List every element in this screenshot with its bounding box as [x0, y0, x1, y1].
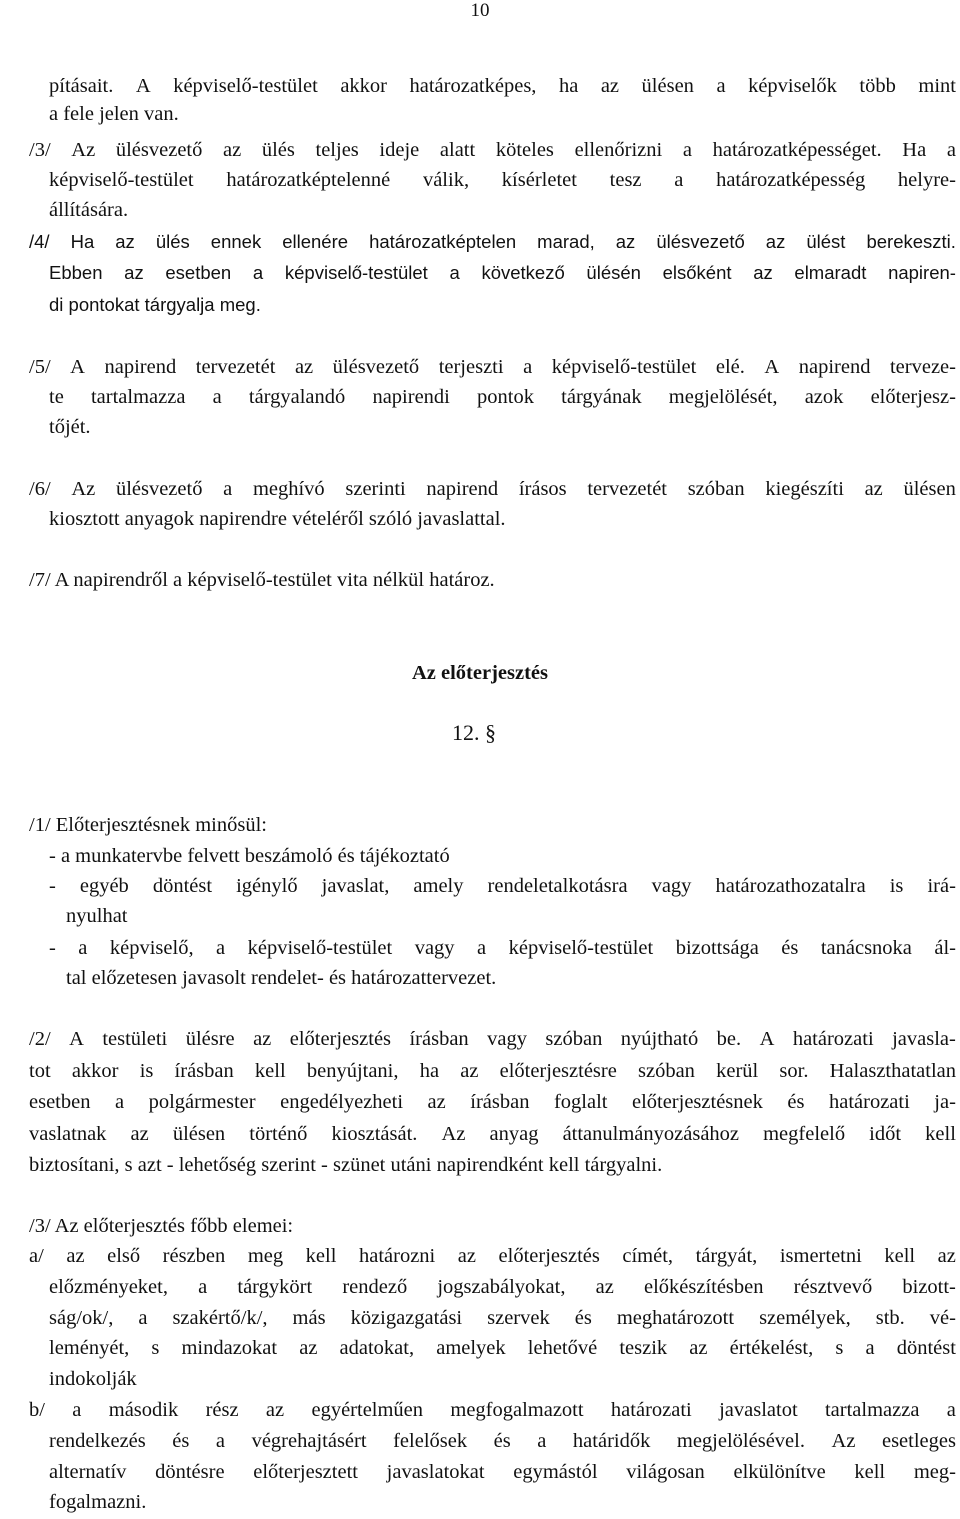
section-sign: §: [485, 720, 496, 745]
text-line: vaslatnak az ülésen történő kiosztását. Az anyag áttanulmányozásához megfelelő időt kell: [29, 1123, 956, 1145]
text-line: képviselő-testület határozatképtelenné válik, kísérletet tesz a határozatképesség helyre-: [49, 169, 956, 191]
page-number: 10: [470, 0, 490, 21]
list-item-continuation: fogalmazni.: [49, 1491, 147, 1513]
text-line: állítására.: [49, 199, 129, 221]
text-line: te tartalmazza a tárgyalandó napirendi pontok tárgyának megjelölését, azok előterjesz-: [49, 386, 956, 408]
text-line: esetben a polgármester engedélyezheti az írásban foglalt előterjesztésnek és határozati ja-: [29, 1091, 956, 1113]
list-item-continuation: nyulhat: [66, 905, 128, 927]
text-line: tőjét.: [49, 416, 91, 438]
list-item-continuation: leményét, s mindazokat az adatokat, amelyek lehetővé teszik az értékelést, s a döntést: [49, 1337, 956, 1359]
list-item-continuation: alternatív döntésre előterjesztett javaslatokat egymástól világosan elkülönítve kell meg-: [49, 1461, 956, 1483]
list-item: a/ az első részben meg kell határozni az előterjesztés címét, tárgyát, ismertetni kell az: [29, 1245, 956, 1267]
text-line: /5/ A napirend tervezetét az ülésvezető terjeszti a képviselő-testület elé. A napirend terveze-: [29, 356, 956, 378]
text-line: Ebben az esetben a képviselő-testület a következő ülésén elsőként az elmaradt napiren-: [49, 262, 956, 283]
list-item: - a munkatervbe felvett beszámoló és tájékoztató: [49, 845, 450, 867]
text-line: a fele jelen van.: [49, 103, 179, 125]
text-line: /2/ A testületi ülésre az előterjesztés írásban vagy szóban nyújtható be. A határozati javasla-: [29, 1028, 956, 1050]
text-line: /3/ Az előterjesztés főbb elemei:: [29, 1215, 294, 1237]
list-item: b/ a második rész az egyértelműen megfogalmazott határozati javaslatot tartalmazza a: [29, 1399, 956, 1421]
list-item: - a képviselő, a képviselő-testület vagy a képviselő-testület bizottsága és tanácsnoka ál-: [49, 937, 956, 959]
list-item: - egyéb döntést igénylő javaslat, amely rendeletalkotásra vagy határozathozatalra is irá-: [49, 875, 956, 897]
text-line: /7/ A napirendről a képviselő-testület vita nélkül határoz.: [29, 569, 495, 591]
text-line: di pontokat tárgyalja meg.: [49, 294, 261, 315]
list-item-continuation: ság/ok/, a szakértő/k/, más közigazgatási szervek és meghatározott személyek, stb. vé-: [49, 1307, 956, 1329]
text-line: pításait. A képviselő-testület akkor határozatképes, ha az ülésen a képviselők több mint: [49, 75, 956, 97]
text-line: /4/ Ha az ülés ennek ellenére határozatképtelen marad, az ülésvezető az ülést berekeszti.: [29, 231, 956, 252]
text-line: tot akkor is írásban kell benyújtani, ha az előterjesztésre szóban kerül sor. Halaszthatatlan: [29, 1060, 956, 1082]
text-line: /1/ Előterjesztésnek minősül:: [29, 814, 267, 836]
text-line: /3/ Az ülésvezető az ülés teljes ideje alatt köteles ellenőrizni a határozatképességet. Ha a: [29, 139, 956, 161]
text-line: kiosztott anyagok napirendre vételéről szóló javaslattal.: [49, 508, 506, 530]
text-line: /6/ Az ülésvezető a meghívó szerinti napirend írásos tervezetét szóban kiegészíti az ülésen: [29, 478, 956, 500]
section-heading: Az előterjesztés: [411, 662, 548, 684]
list-item-continuation: előzményeket, a tárgykört rendező jogszabályokat, az előkészítésben résztvevő bizott-: [49, 1276, 956, 1298]
text-line: biztosítani, s azt - lehetőség szerint - szünet utáni napirendként kell tárgyalni.: [29, 1154, 663, 1176]
list-item-continuation: tal előzetesen javasolt rendelet- és határozattervezet.: [66, 967, 497, 989]
list-item-continuation: rendelkezés és a végrehajtásért felelősek és a határidők megjelölésével. Az esetleges: [49, 1430, 956, 1452]
list-item-continuation: indokolják: [49, 1368, 137, 1390]
section-number: 12. §: [452, 720, 496, 745]
